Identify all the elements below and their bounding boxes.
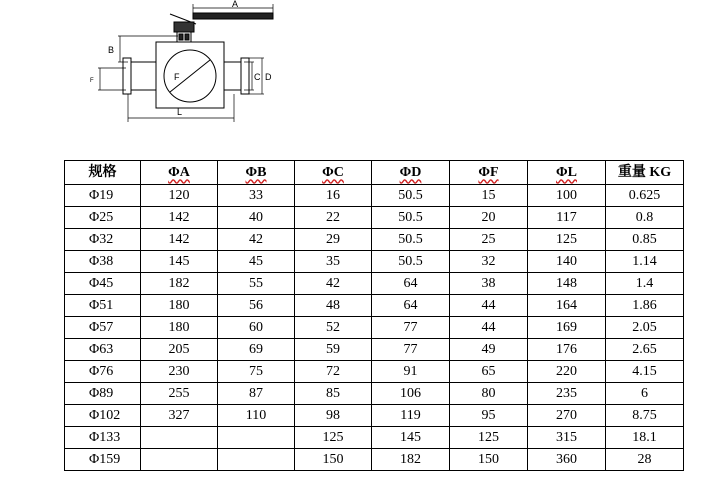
cell-weight: 0.625 [606,185,684,207]
cell-f: 49 [450,339,528,361]
cell-d: 119 [372,405,450,427]
cell-d: 50.5 [372,251,450,273]
cell-c: 98 [295,405,372,427]
cell-d: 50.5 [372,229,450,251]
cell-weight: 1.14 [606,251,684,273]
header-size: 规格 [65,161,141,185]
table-row [65,405,684,427]
table-row [65,427,684,449]
cell-a: 255 [141,383,218,405]
dim-label-l: L [177,107,183,117]
cell-c: 48 [295,295,372,317]
cell-size: Φ57 [65,317,141,339]
cell-l: 235 [528,383,606,405]
cell-f: 15 [450,185,528,207]
cell-f: 80 [450,383,528,405]
cell-d: 77 [372,317,450,339]
header-d-text: ΦD [399,164,422,180]
table-row [65,229,684,251]
cell-weight: 1.86 [606,295,684,317]
cell-c: 42 [295,273,372,295]
header-f [450,161,528,185]
valve-body [123,42,249,108]
table-row [65,185,684,207]
dim-label-b: B [108,45,115,55]
specification-table [64,160,684,471]
cell-b: 69 [218,339,295,361]
cell-c: 29 [295,229,372,251]
cell-a: 230 [141,361,218,383]
dim-label-f-small: F [90,78,94,84]
cell-size: Φ19 [65,185,141,207]
cell-f: 65 [450,361,528,383]
cell-l: 117 [528,207,606,229]
cell-l: 220 [528,361,606,383]
cell-f: 125 [450,427,528,449]
cell-a: 142 [141,229,218,251]
cell-c: 52 [295,317,372,339]
cell-d: 77 [372,339,450,361]
cell-l: 176 [528,339,606,361]
cell-d: 145 [372,427,450,449]
cell-d: 64 [372,273,450,295]
cell-weight: 0.85 [606,229,684,251]
cell-f: 38 [450,273,528,295]
cell-size: Φ32 [65,229,141,251]
cell-weight: 4.15 [606,361,684,383]
cell-a [141,427,218,449]
cell-size: Φ45 [65,273,141,295]
cell-b: 45 [218,251,295,273]
cell-a: 142 [141,207,218,229]
cell-b: 56 [218,295,295,317]
table-row [65,383,684,405]
cell-size: Φ89 [65,383,141,405]
cell-c: 59 [295,339,372,361]
cell-weight: 1.4 [606,273,684,295]
cell-c: 150 [295,449,372,471]
cell-f: 150 [450,449,528,471]
header-a-text: ΦA [168,164,190,180]
header-a [141,161,218,185]
cell-size: Φ63 [65,339,141,361]
cell-b: 42 [218,229,295,251]
dim-label-a: A [232,0,239,9]
cell-b: 110 [218,405,295,427]
cell-a: 180 [141,295,218,317]
cell-f: 95 [450,405,528,427]
cell-l: 169 [528,317,606,339]
cell-weight: 8.75 [606,405,684,427]
cell-d: 64 [372,295,450,317]
header-b [218,161,295,185]
table-row [65,317,684,339]
dim-label-d: D [265,72,272,82]
cell-weight: 6 [606,383,684,405]
cell-b: 75 [218,361,295,383]
header-l [528,161,606,185]
cell-c: 125 [295,427,372,449]
cell-d: 91 [372,361,450,383]
cell-c: 22 [295,207,372,229]
cell-f: 32 [450,251,528,273]
cell-d: 50.5 [372,207,450,229]
header-c-text: ΦC [322,164,344,180]
cell-weight: 2.65 [606,339,684,361]
valve-stem [174,22,194,42]
cell-f: 44 [450,317,528,339]
table-row [65,361,684,383]
header-l-text: ΦL [556,164,577,180]
header-c [295,161,372,185]
header-f-text: ΦF [478,164,499,180]
table-row [65,295,684,317]
cell-c: 16 [295,185,372,207]
cell-b: 60 [218,317,295,339]
cell-c: 35 [295,251,372,273]
cell-c: 72 [295,361,372,383]
cell-weight: 2.05 [606,317,684,339]
table-row [65,207,684,229]
cell-a: 145 [141,251,218,273]
cell-l: 164 [528,295,606,317]
cell-a: 120 [141,185,218,207]
cell-l: 148 [528,273,606,295]
table-row [65,251,684,273]
header-weight: 重量 KG [606,161,684,185]
cell-size: Φ159 [65,449,141,471]
cell-size: Φ38 [65,251,141,273]
cell-a: 182 [141,273,218,295]
cell-d: 50.5 [372,185,450,207]
header-b-text: ΦB [245,164,267,180]
cell-weight: 0.8 [606,207,684,229]
cell-size: Φ133 [65,427,141,449]
table-header-row [65,161,684,185]
cell-l: 100 [528,185,606,207]
header-d [372,161,450,185]
cell-a [141,449,218,471]
cell-a: 180 [141,317,218,339]
cell-d: 106 [372,383,450,405]
cell-l: 125 [528,229,606,251]
cell-l: 360 [528,449,606,471]
cell-b: 87 [218,383,295,405]
ball-valve-drawing [78,0,278,135]
cell-size: Φ102 [65,405,141,427]
cell-c: 85 [295,383,372,405]
cell-l: 140 [528,251,606,273]
cell-b [218,427,295,449]
table-row [65,273,684,295]
cell-f: 20 [450,207,528,229]
table-row [65,449,684,471]
cell-a: 327 [141,405,218,427]
cell-b: 55 [218,273,295,295]
cell-weight: 18.1 [606,427,684,449]
cell-f: 44 [450,295,528,317]
dim-label-c: C [254,72,261,82]
cell-f: 25 [450,229,528,251]
cell-weight: 28 [606,449,684,471]
cell-size: Φ76 [65,361,141,383]
table-body [65,185,684,471]
cell-d: 182 [372,449,450,471]
cell-l: 315 [528,427,606,449]
dim-label-f: F [174,72,180,82]
cell-b: 40 [218,207,295,229]
cell-b: 33 [218,185,295,207]
cell-a: 205 [141,339,218,361]
cell-size: Φ51 [65,295,141,317]
table-row [65,339,684,361]
cell-b [218,449,295,471]
cell-size: Φ25 [65,207,141,229]
cell-l: 270 [528,405,606,427]
